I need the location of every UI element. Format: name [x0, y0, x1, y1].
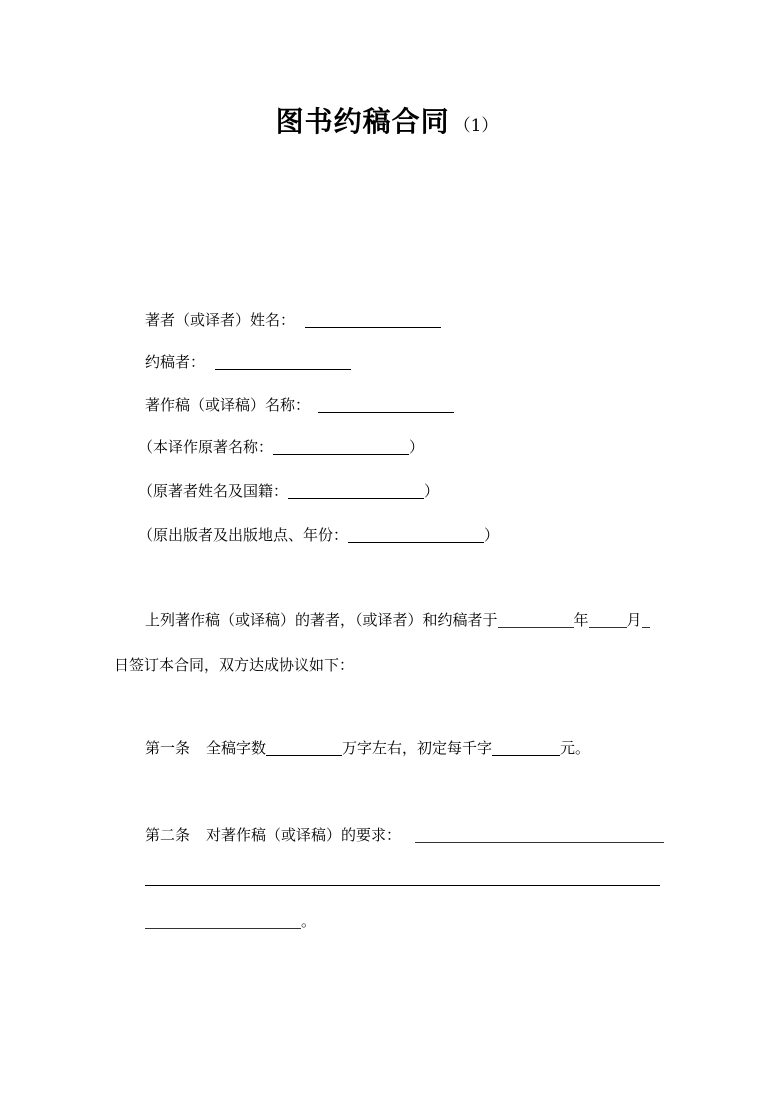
commissioner-blank[interactable]: [215, 353, 351, 370]
month-label: 月: [626, 611, 642, 629]
preamble-text: 上列著作稿（或译稿）的著者，（或译者）和约稿者于: [145, 611, 498, 629]
article-2-continued: [145, 868, 660, 888]
original-publisher-line: [138, 525, 499, 545]
work-title-label: 著作稿（或译稿）名称：: [145, 396, 311, 414]
sign-year-blank[interactable]: [498, 611, 574, 628]
original-title-line: [138, 437, 424, 457]
author-name-line: [145, 310, 441, 330]
word-count-blank[interactable]: [266, 739, 342, 756]
article-2-text-a: 对著作稿（或译稿）的要求：: [206, 826, 402, 844]
original-title-label: （本译作原著名称：: [138, 438, 274, 456]
original-publisher-label: （原出版者及出版地点、年份：: [138, 526, 349, 544]
original-author-close: ）: [424, 482, 440, 500]
commissioner-line: [145, 352, 351, 372]
article-2-end-period: 。: [301, 912, 317, 930]
original-publisher-blank[interactable]: [348, 526, 484, 543]
article-2-end: [145, 911, 316, 931]
original-author-label: （原著者姓名及国籍：: [138, 482, 289, 500]
article-1-text-b: 万字左右，初定每千字: [342, 739, 493, 757]
article-1-label: 第一条: [145, 739, 191, 757]
sign-month-blank[interactable]: [589, 611, 627, 628]
commissioner-label: 约稿者：: [145, 353, 206, 371]
original-title-close: ）: [409, 438, 425, 456]
original-publisher-close: ）: [484, 526, 500, 544]
original-title-blank[interactable]: [273, 438, 409, 455]
requirements-blank-2[interactable]: [145, 869, 660, 886]
original-author-line: [138, 481, 439, 501]
sign-day-blank[interactable]: [642, 611, 650, 628]
article-2: [145, 825, 664, 845]
article-1: [145, 738, 590, 758]
work-title-line: [145, 395, 454, 415]
article-1-text-a: 全稿字数: [206, 739, 267, 757]
article-2-label: 第二条: [145, 826, 191, 844]
preamble-line-2: [114, 655, 354, 675]
author-name-blank[interactable]: [305, 311, 441, 328]
year-label: 年: [573, 611, 589, 629]
work-title-blank[interactable]: [318, 396, 454, 413]
preamble-line-1: [145, 610, 650, 630]
original-author-blank[interactable]: [288, 482, 424, 499]
document-title: [0, 100, 774, 140]
title-main: 图书约稿合同: [275, 105, 450, 138]
title-number: （1）: [453, 116, 499, 136]
rate-per-thousand-blank[interactable]: [492, 739, 560, 756]
preamble-text-2: 日签订本合同，双方达成协议如下：: [114, 656, 355, 674]
requirements-blank-3[interactable]: [145, 912, 301, 929]
requirements-blank-1[interactable]: [415, 826, 664, 843]
article-1-text-c: 元。: [560, 739, 591, 757]
author-name-label: 著者（或译者）姓名：: [145, 311, 296, 329]
